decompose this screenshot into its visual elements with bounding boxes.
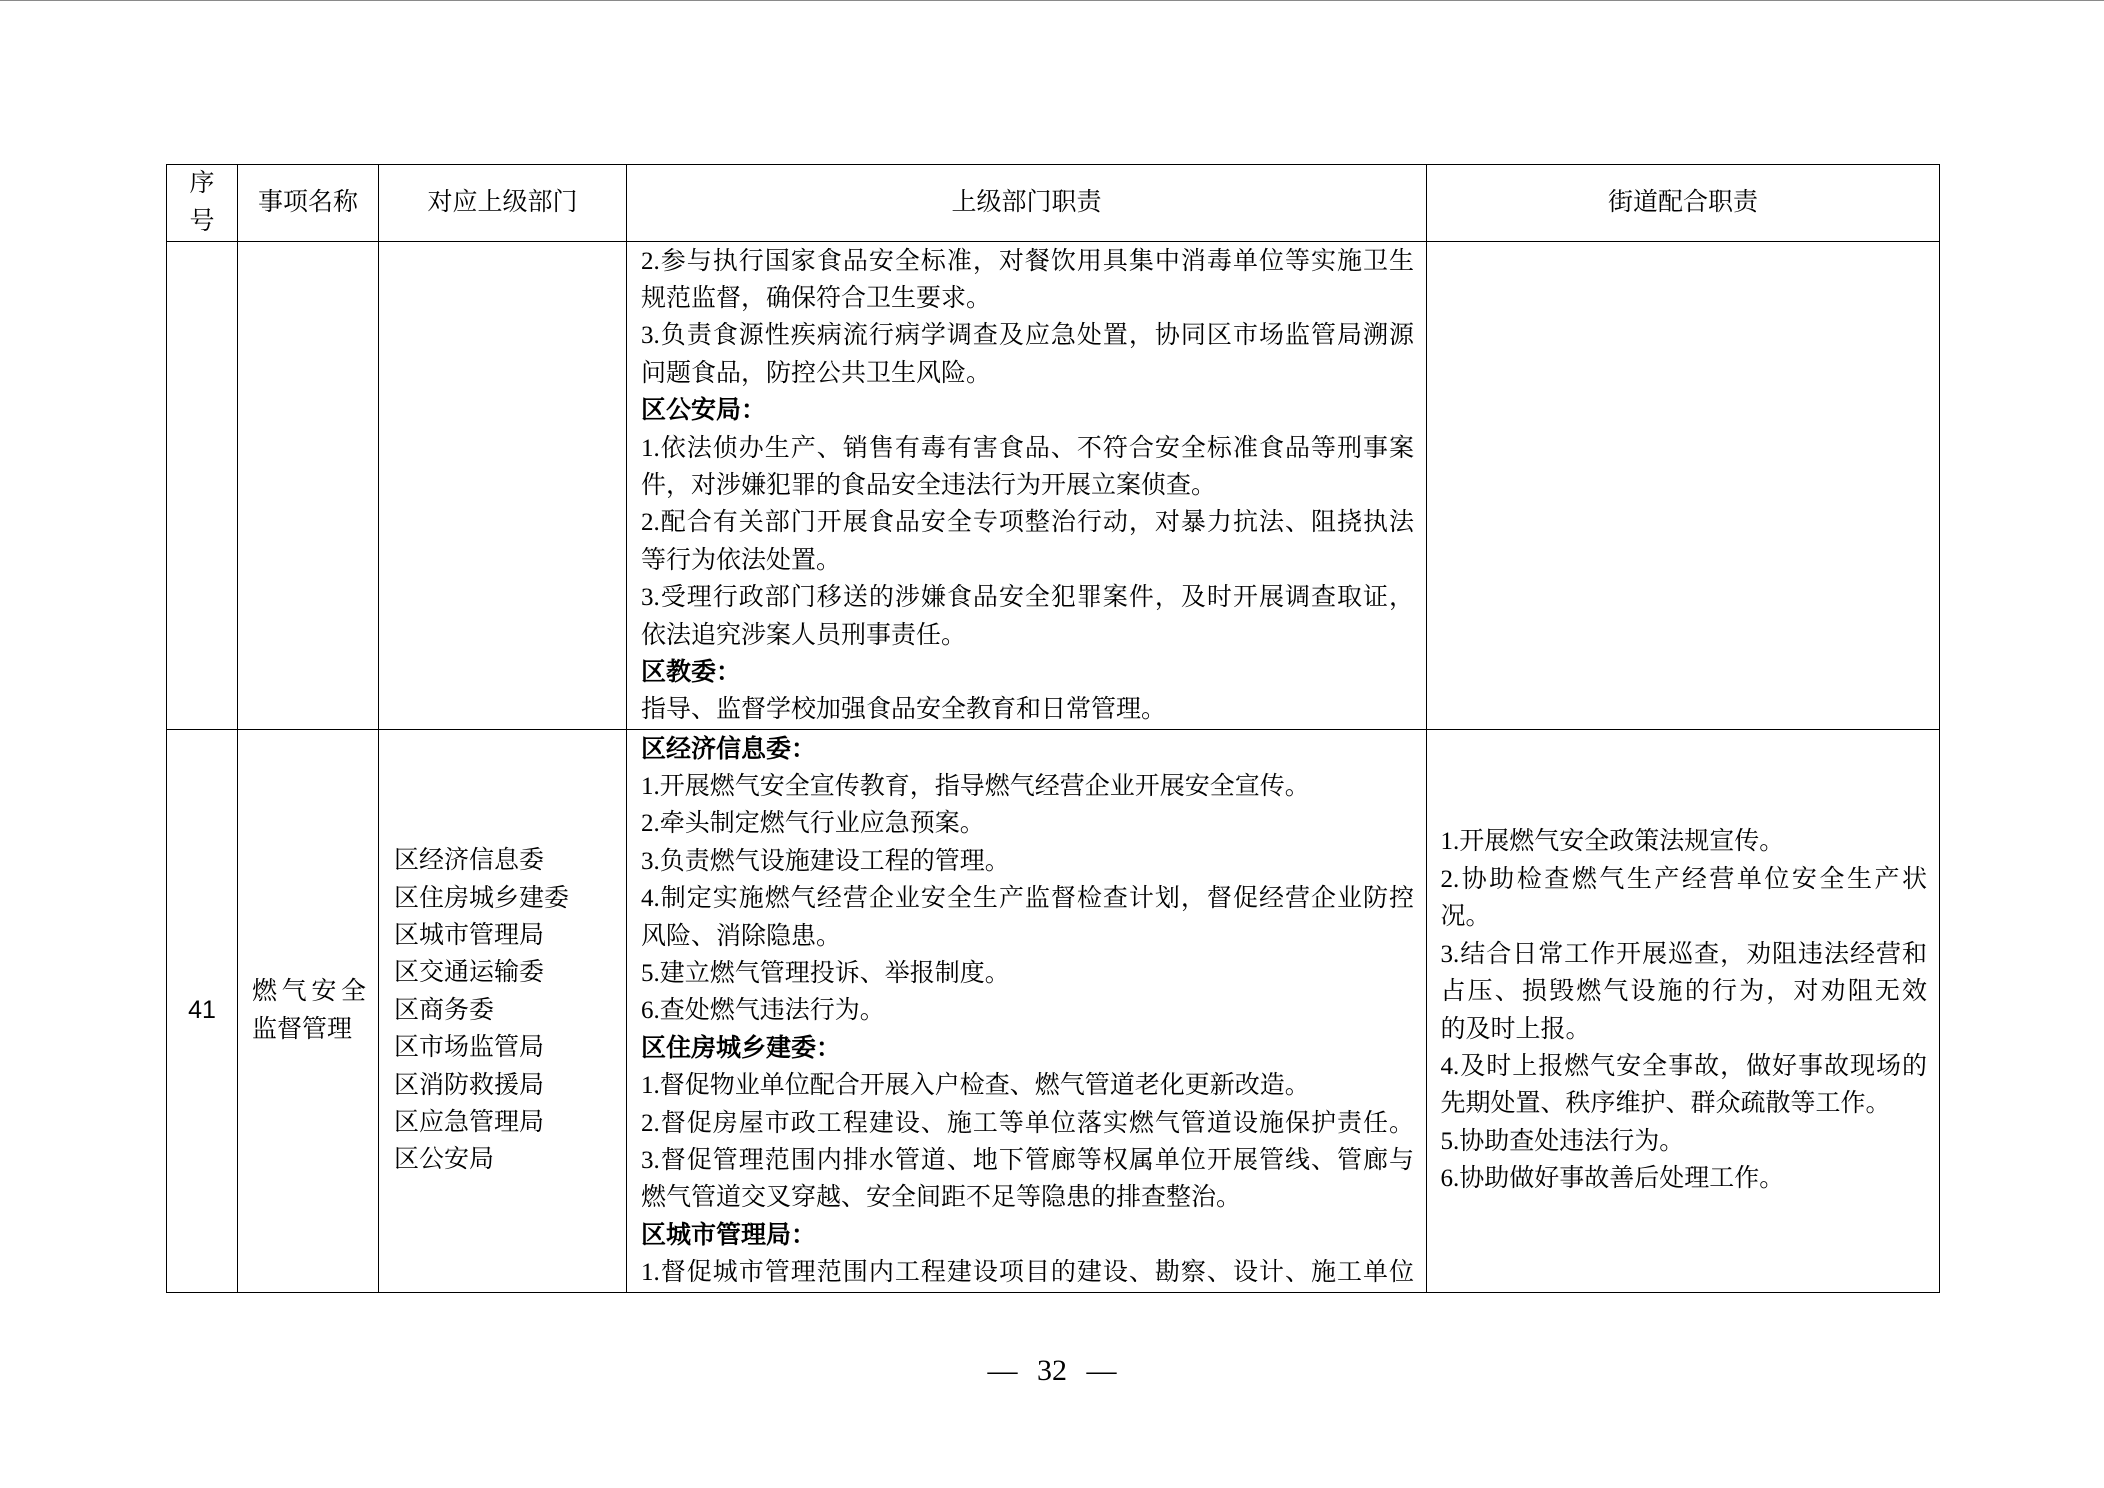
item-name-line: 监督管理 <box>252 1015 353 1043</box>
duty-line: 先期处置、秩序维护、群众疏散等工作。 <box>1440 1090 1891 1118</box>
duty-line: 风险、消除隐患。 <box>641 922 842 950</box>
duty-line: 规范监督，确保符合卫生要求。 <box>641 284 992 312</box>
duty-line: 1.开展燃气安全宣传教育，指导燃气经营企业开展安全宣传。 <box>641 772 1310 800</box>
item-name-cell <box>238 730 379 1293</box>
department-cell <box>379 242 627 730</box>
header-item-name: 事项名称 <box>238 165 379 242</box>
duty-line: 依法追究涉案人员刑事责任。 <box>641 621 967 649</box>
seq-cell <box>167 242 238 730</box>
duty-line: 的及时上报。 <box>1440 1015 1591 1043</box>
duty-line: 2.牵头制定燃气行业应急预案。 <box>641 810 985 838</box>
department-name: 区城市管理局 <box>394 921 545 949</box>
item-name-cell <box>238 242 379 730</box>
duty-line: 2.督促房屋市政工程建设、施工等单位落实燃气管道设施保护责任。 <box>641 1109 1414 1137</box>
header-seq-label: 序号 <box>189 170 215 235</box>
header-department-duties: 上级部门职责 <box>627 165 1427 242</box>
duty-line: 2.协助检查燃气生产经营单位安全生产状 <box>1440 865 1927 893</box>
duty-line: 4.及时上报燃气安全事故，做好事故现场的 <box>1440 1052 1927 1080</box>
duty-line: 2.参与执行国家食品安全标准，对餐饮用具集中消毒单位等实施卫生 <box>641 247 1414 275</box>
department-duties-cell <box>627 242 1427 730</box>
duty-line: 5.建立燃气管理投诉、举报制度。 <box>641 959 1010 987</box>
duty-line: 4.制定实施燃气经营企业安全生产监督检查计划，督促经营企业防控 <box>641 885 1414 913</box>
duty-line: 况。 <box>1440 903 1491 931</box>
header-street-duties: 街道配合职责 <box>1427 165 1940 242</box>
duty-line: 3.负责燃气设施建设工程的管理。 <box>641 847 1010 875</box>
item-name-line: 燃气安全 <box>252 978 366 1006</box>
duty-line: 占压、损毁燃气设施的行为，对劝阻无效 <box>1440 978 1927 1006</box>
duty-line: 件，对涉嫌犯罪的食品安全违法行为开展立案侦查。 <box>641 471 1217 499</box>
duty-line: 5.协助查处违法行为。 <box>1440 1127 1685 1155</box>
department-name: 区应急管理局 <box>394 1109 545 1137</box>
duty-line: 3.负责食源性疾病流行病学调查及应急处置，协同区市场监管局溯源 <box>641 322 1414 350</box>
department-heading: 区经济信息委： <box>641 735 817 763</box>
duty-line: 指导、监督学校加强食品安全教育和日常管理。 <box>641 696 1167 724</box>
duty-line: 1.依法侦办生产、销售有毒有害食品、不符合安全标准食品等刑事案 <box>641 434 1414 462</box>
page-edge-line <box>0 0 2104 1</box>
duty-line: 2.配合有关部门开展食品安全专项整治行动，对暴力抗法、阻挠执法 <box>641 509 1414 537</box>
duty-line: 6.协助做好事故善后处理工作。 <box>1440 1165 1785 1193</box>
department-heading: 区教委： <box>641 658 742 686</box>
department-name: 区商务委 <box>394 996 495 1024</box>
seq-cell <box>167 730 238 1293</box>
header-seq <box>167 165 238 242</box>
department-name: 区住房城乡建委 <box>394 884 570 912</box>
duty-line: 1.督促物业单位配合开展入户检查、燃气管道老化更新改造。 <box>641 1072 1310 1100</box>
duty-line: 燃气管道交叉穿越、安全间距不足等隐患的排查整治。 <box>641 1184 1242 1212</box>
duty-line: 等行为依法处置。 <box>641 546 842 574</box>
department-duties-cell <box>627 730 1427 1293</box>
duty-line: 3.受理行政部门移送的涉嫌食品安全犯罪案件，及时开展调查取证， <box>641 584 1414 612</box>
duty-line: 3.督促管理范围内排水管道、地下管廊等权属单位开展管线、管廊与 <box>641 1146 1414 1174</box>
department-cell <box>379 730 627 1293</box>
department-name: 区市场监管局 <box>394 1034 545 1062</box>
department-name: 区交通运输委 <box>394 959 545 987</box>
duty-line: 3.结合日常工作开展巡查，劝阻违法经营和 <box>1440 940 1927 968</box>
department-name: 区公安局 <box>394 1146 495 1174</box>
department-name: 区消防救援局 <box>394 1071 545 1099</box>
department-heading: 区住房城乡建委： <box>641 1034 842 1062</box>
seq-number: 41 <box>188 995 216 1024</box>
department-name: 区经济信息委 <box>394 847 545 875</box>
duty-line: 问题食品，防控公共卫生风险。 <box>641 359 992 387</box>
duty-line: 1.督促城市管理范围内工程建设项目的建设、勘察、设计、施工单位 <box>641 1259 1414 1287</box>
header-department: 对应上级部门 <box>379 165 627 242</box>
duty-line: 6.查处燃气违法行为。 <box>641 997 885 1025</box>
department-heading: 区公安局： <box>641 397 767 425</box>
street-duties-cell <box>1427 242 1940 730</box>
page-number: — 32 — <box>987 1354 1117 1387</box>
department-heading: 区城市管理局： <box>641 1221 817 1249</box>
responsibility-table <box>166 164 1940 1293</box>
duty-line: 1.开展燃气安全政策法规宣传。 <box>1440 828 1785 856</box>
street-duties-cell <box>1427 730 1940 1293</box>
